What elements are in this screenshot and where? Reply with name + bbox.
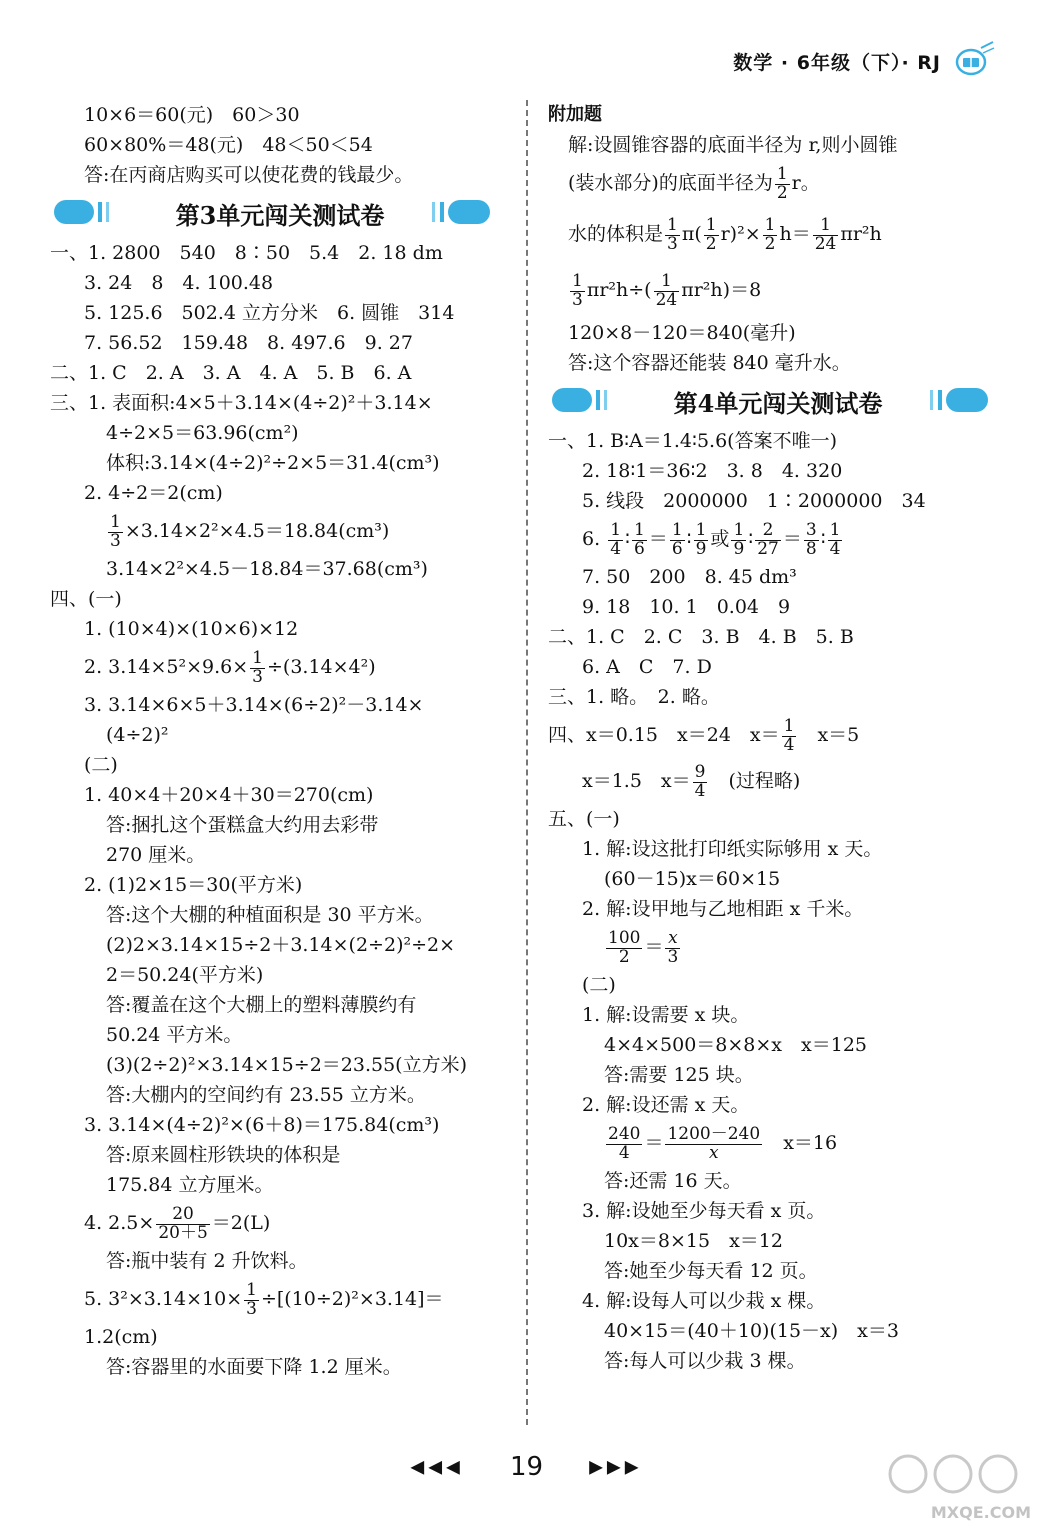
answer-line: 5. 线段 2000000 1∶2000000 34	[582, 490, 926, 512]
answer-line: 7. 50 200 8. 45 dm³	[582, 566, 797, 588]
answer-line: 一、1. B∶A＝1.4∶5.6(答案不唯一)	[548, 430, 837, 452]
fraction: $\frac{1}{4}$	[610, 519, 622, 559]
answer-line: 五、(一)	[548, 808, 620, 830]
answer-line: 一、1. 2800 540 8∶50 5.4 2. 18 dm	[50, 242, 443, 264]
answer-line: 三、1. 表面积:4×5＋3.14×(4÷2)²＋3.14×	[50, 392, 433, 414]
fraction: $\frac{1}{9}$	[695, 519, 707, 559]
column-divider	[526, 100, 528, 1425]
answer-line: $\frac{1}{3}$ ×3.14×2²×4.5＝18.84(cm³)	[110, 511, 390, 551]
fraction: $\frac{1}{6}$	[671, 519, 683, 559]
answer-line: 3. 3.14×6×5＋3.14×(6÷2)²－3.14×	[84, 694, 424, 716]
answer-line: 50.24 平方米。	[106, 1024, 243, 1046]
watermark-icon	[883, 1452, 1033, 1502]
answer-line: 6. $\frac{1}{4}$ ∶ $\frac{1}{6}$ ＝ $\frac{1}{6}$ ∶ $\frac{1}{9}$ 或 $\frac{1}{9}$ ∶ $\frac{2}{27}$ ＝ $\frac{3}{8}$ ∶ $\frac{1}{4}$	[582, 519, 841, 559]
fraction: $\frac{1}{24}$	[655, 270, 678, 310]
answer-line: 6. A C 7. D	[582, 656, 712, 678]
answer-line: 水的体积是 $\frac{1}{3}$ π( $\frac{1}{2}$ r)²× $\frac{1}{2}$ h＝ $\frac{1}{24}$ πr²h	[568, 214, 882, 254]
answer-line: 三、1. 略。 2. 略。	[548, 686, 720, 708]
fraction: $\frac{100}{2}$	[608, 927, 641, 967]
answer-line: 5. 125.6 502.4 立方分米 6. 圆锥 314	[84, 302, 455, 324]
answer-line: 体积:3.14×(4÷2)²÷2×5＝31.4(cm³)	[106, 452, 440, 474]
header-subject: 数学 · 6年级（下）· RJ	[733, 52, 941, 74]
answer-line: 2. 解:设甲地与乙地相距 x 千米。	[582, 898, 864, 920]
answer-line: 2. 解:设还需 x 天。	[582, 1094, 750, 1116]
answer-line: (4÷2)²	[106, 724, 169, 746]
answer-line: $\frac{240}{4}$ ＝ $\frac{1200-240}{x}$ x＝16	[608, 1123, 838, 1163]
fraction: $\frac{1}{3}$	[252, 647, 263, 687]
watermark-text: MXQE.COM	[930, 1503, 1031, 1522]
fraction: $\frac{1}{4}$	[829, 519, 841, 559]
book-logo-icon	[951, 40, 995, 80]
answer-line: 二、1. C 2. C 3. B 4. B 5. B	[548, 626, 854, 648]
answer-line: (60－15)x＝60×15	[604, 868, 781, 890]
unit3-title-bar	[50, 192, 510, 234]
answer-line: $\frac{100}{2}$ ＝ $\frac{x}{3}$	[608, 927, 679, 967]
fraction: $\frac{1}{9}$	[733, 519, 745, 559]
fraction: $\frac{1}{3}$	[572, 270, 583, 310]
answer-line: 3.14×2²×4.5－18.84＝37.68(cm³)	[106, 558, 428, 580]
answer-line: 10x＝8×15 x＝12	[604, 1230, 783, 1252]
fraction: $\frac{1}{3}$	[110, 511, 121, 551]
watermark-logo	[883, 1452, 1033, 1522]
fraction: $\frac{1}{3}$	[667, 214, 678, 254]
fraction: $\frac{1}{6}$	[633, 519, 645, 559]
prev-arrows-icon: ◀◀◀	[410, 1456, 464, 1478]
answer-line: 答:大棚内的空间约有 23.55 立方米。	[106, 1084, 426, 1106]
fraction: $\frac{1}{3}$	[246, 1279, 257, 1319]
answer-line: 3. 24 8 4. 100.48	[84, 272, 274, 294]
answer-line: 7. 56.52 159.48 8. 497.6 9. 27	[84, 332, 413, 354]
answer-line: 1. 解:设需要 x 块。	[582, 1004, 750, 1026]
answer-line: $\frac{1}{3}$ πr²h÷( $\frac{1}{24}$ πr²h)＝8	[572, 270, 762, 310]
answer-line: 270 厘米。	[106, 844, 206, 866]
next-arrows-icon: ▶▶▶	[589, 1456, 643, 1478]
fraction: $\frac{2}{27}$	[757, 519, 779, 559]
fraction: $\frac{3}{8}$	[805, 519, 817, 559]
answer-line: 答:她至少每天看 12 页。	[604, 1260, 818, 1282]
right-column	[548, 100, 1008, 1376]
answer-line: 3. 解:设她至少每天看 x 页。	[582, 1200, 826, 1222]
answer-line: 答:需要 125 块。	[604, 1064, 754, 1086]
fraction: $\frac{9}{4}$	[694, 761, 706, 801]
answer-line: 2＝50.24(平方米)	[106, 964, 264, 986]
answer-line: 解:设圆锥容器的底面半径为 r,则小圆锥	[568, 134, 898, 156]
answer-line: 2. (1)2×15＝30(平方米)	[84, 874, 303, 896]
answer-line: 2. 4÷2＝2(cm)	[84, 482, 223, 504]
answer-line: 1. (10×4)×(10×6)×12	[84, 618, 299, 640]
unit4-title-bar	[548, 380, 1008, 422]
answer-line: 120×8－120＝840(毫升)	[568, 322, 796, 344]
page-number: 19	[509, 1452, 544, 1482]
answer-line: 4. 2.5× $\frac{20}{20+5}$ ＝2(L)	[84, 1203, 271, 1243]
answer-line: 答:这个容器还能装 840 毫升水。	[568, 352, 851, 374]
answer-line: 40×15＝(40＋10)(15－x) x＝3	[604, 1320, 899, 1342]
fraction: $\frac{20}{20+5}$	[158, 1203, 208, 1243]
answer-line: 4. 解:设每人可以少栽 x 棵。	[582, 1290, 826, 1312]
answer-line: 答:瓶中装有 2 升饮料。	[106, 1250, 308, 1272]
answer-line: 四、x＝0.15 x＝24 x＝ $\frac{1}{4}$ x＝5	[548, 715, 860, 755]
answer-line: (装水部分)的底面半径为 $\frac{1}{2}$ r。	[568, 163, 820, 203]
answer-line: (二)	[84, 754, 118, 776]
answer-line: 5. 3²×3.14×10× $\frac{1}{3}$ ÷[(10÷2)²×3.14]＝	[84, 1279, 444, 1319]
extra-question-title: 附加题	[548, 104, 602, 125]
answer-line: (3)(2÷2)²×3.14×15÷2＝23.55(立方米)	[106, 1054, 468, 1076]
answer-line: 答:每人可以少栽 3 棵。	[604, 1350, 806, 1372]
answer-line: 2. 18∶1＝36∶2 3. 8 4. 320	[582, 460, 843, 482]
answer-line: x＝1.5 x＝ $\frac{9}{4}$ (过程略)	[582, 761, 801, 801]
answer-line: 答:还需 16 天。	[604, 1170, 742, 1192]
answer-line: 2. 3.14×5²×9.6× $\frac{1}{3}$ ÷(3.14×4²)	[84, 647, 376, 687]
title-deco-right-icon	[918, 388, 988, 412]
title-deco-right-icon	[420, 200, 490, 224]
fraction: $\frac{1}{2}$	[776, 163, 788, 203]
fraction: $\frac{1}{24}$	[814, 214, 837, 254]
answer-line: 二、1. C 2. A 3. A 4. A 5. B 6. A	[50, 362, 412, 384]
fraction: $\frac{1}{4}$	[783, 715, 795, 755]
answer-line: 四、(一)	[50, 588, 122, 610]
unit4-title: 第4单元闯关测试卷	[673, 389, 883, 418]
answer-line: (2)2×3.14×15÷2＋3.14×(2÷2)²÷2×	[106, 934, 456, 956]
fraction: $\frac{1}{2}$	[764, 214, 776, 254]
answer-line: 1. 40×4＋20×4＋30＝270(cm)	[84, 784, 374, 806]
answer-line: 答:容器里的水面要下降 1.2 厘米。	[106, 1356, 402, 1378]
answer-line: 10×6＝60(元) 60＞30	[84, 104, 300, 126]
fraction: $\frac{1}{2}$	[705, 214, 717, 254]
answer-line: 答:在丙商店购买可以使花费的钱最少。	[84, 164, 414, 186]
answer-line: 答:原来圆柱形铁块的体积是	[106, 1144, 341, 1166]
fraction: $\frac{x}{3}$	[667, 927, 679, 967]
answer-line: 1.2(cm)	[84, 1326, 158, 1348]
answer-line: 60×80%＝48(元) 48＜50＜54	[84, 134, 373, 156]
answer-line: 4×4×500＝8×8×x x＝125	[604, 1034, 867, 1056]
answer-line: 1. 解:设这批打印纸实际够用 x 天。	[582, 838, 883, 860]
fraction: $\frac{1200-240}{x}$	[667, 1123, 761, 1163]
answer-line: 175.84 立方厘米。	[106, 1174, 274, 1196]
answer-line: 答:覆盖在这个大棚上的塑料薄膜约有	[106, 994, 417, 1016]
left-column	[50, 100, 510, 1382]
answer-line: (二)	[582, 974, 616, 996]
unit3-title: 第3单元闯关测试卷	[175, 201, 385, 230]
answer-line: 答:这个大棚的种植面积是 30 平方米。	[106, 904, 434, 926]
answer-line: 4÷2×5＝63.96(cm²)	[106, 422, 299, 444]
fraction: $\frac{240}{4}$	[608, 1123, 641, 1163]
answer-line: 9. 18 10. 1 0.04 9	[582, 596, 791, 618]
answer-line: 答:捆扎这个蛋糕盒大约用去彩带	[106, 814, 379, 836]
answer-line: 3. 3.14×(4÷2)²×(6＋8)＝175.84(cm³)	[84, 1114, 440, 1136]
